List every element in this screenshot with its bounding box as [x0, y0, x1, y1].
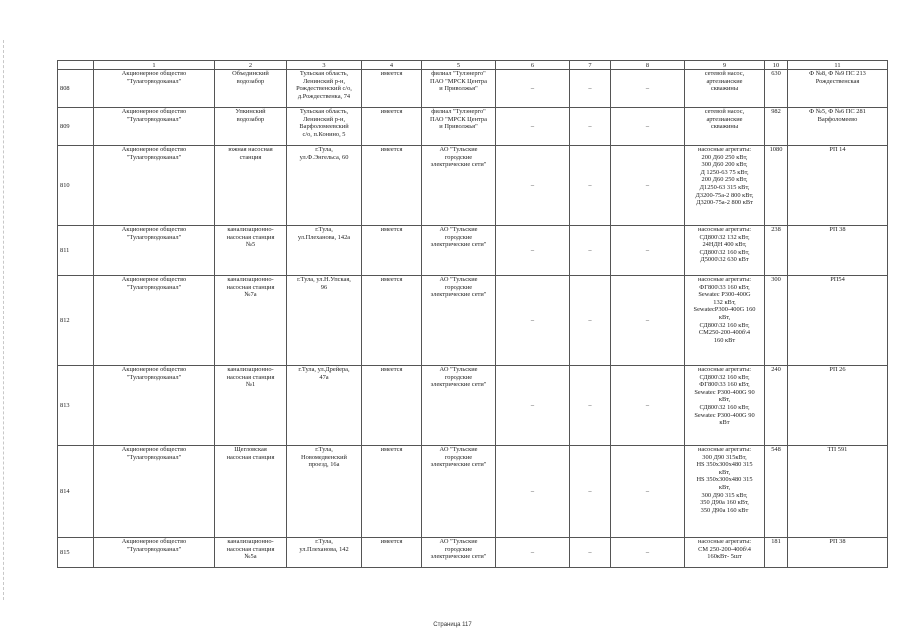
row-number-cell: 815 [58, 538, 94, 568]
substation-cell: РП 38 [788, 538, 888, 568]
column-7-cell: – [570, 70, 611, 108]
status-cell: имеется [362, 226, 422, 276]
grid-company-cell: АО "Тульские городские электрические сети" [422, 366, 496, 446]
address-cell: Тульская область, Ленинский р-н, Варфоломеевский с/о, п.Конино, 5 [287, 108, 362, 146]
power-cell: 238 [765, 226, 788, 276]
owner-cell: Акционерное общество "Тулагорводоканал" [94, 366, 215, 446]
power-cell: 548 [765, 446, 788, 538]
row-number-cell: 812 [58, 276, 94, 366]
substation-cell: Ф №8, Ф №9 ПС 213 Рождественская [788, 70, 888, 108]
substation-cell: РП 38 [788, 226, 888, 276]
header-cell-1: 1 [94, 61, 215, 70]
column-7-cell: – [570, 446, 611, 538]
power-cell: 181 [765, 538, 788, 568]
page-number-footer: Страница 117 [433, 622, 472, 628]
status-cell: имеется [362, 70, 422, 108]
status-cell: имеется [362, 146, 422, 226]
header-cell-blank [58, 61, 94, 70]
table-row [58, 276, 888, 366]
column-8-cell: – [611, 276, 685, 366]
column-8-cell: – [611, 446, 685, 538]
address-cell: г.Тула, ул.Дрейера, 47а [287, 366, 362, 446]
status-cell: имеется [362, 366, 422, 446]
column-8-cell: – [611, 226, 685, 276]
grid-company-cell: АО "Тульские городские электрические сети" [422, 276, 496, 366]
substation-registry-table [57, 60, 888, 568]
header-cell-2: 2 [215, 61, 287, 70]
power-cell: 630 [765, 70, 788, 108]
status-cell: имеется [362, 446, 422, 538]
column-6-cell: – [496, 538, 570, 568]
address-cell: г.Тула, ул.Ф.Энгельса, 60 [287, 146, 362, 226]
column-7-cell: – [570, 276, 611, 366]
owner-cell: Акционерное общество "Тулагорводоканал" [94, 538, 215, 568]
substation-cell: Ф №5, Ф №6 ПС 281 Варфоломеево [788, 108, 888, 146]
owner-cell: Акционерное общество "Тулагорводоканал" [94, 446, 215, 538]
table-row [58, 70, 888, 108]
column-number-row [58, 61, 888, 70]
column-8-cell: – [611, 538, 685, 568]
status-cell: имеется [362, 108, 422, 146]
equipment-cell: насосные агрегаты: ФГ800\33 160 кВт, Sewatec P300-400G 132 кВт, SewatecP300-400G 160 кВт, СД800\32 160 кВт, СМ250-200-400б\4 160 кВт [685, 276, 765, 366]
column-6-cell: – [496, 146, 570, 226]
substation-cell: РП 26 [788, 366, 888, 446]
column-6-cell: – [496, 70, 570, 108]
substation-cell: РП 14 [788, 146, 888, 226]
table-row [58, 538, 888, 568]
address-cell: Тульская область, Ленинский р-н, Рождественский с/о, д.Рождественка, 74 [287, 70, 362, 108]
equipment-cell: насосные агрегаты: 200 Д60 250 кВт, 300 Д60 200 кВт, Д 1250-63 75 кВт, 200 Д60 250 кВт, Д1250-63 315 кВт, Д3200-75а-2 800 кВт, Д3200-75а-2 800 кВт [685, 146, 765, 226]
object-name-cell: Упкинский водозабор [215, 108, 287, 146]
power-cell: 1080 [765, 146, 788, 226]
owner-cell: Акционерное общество "Тулагорводоканал" [94, 70, 215, 108]
header-cell-11: 11 [788, 61, 888, 70]
header-cell-5: 5 [422, 61, 496, 70]
address-cell: г.Тула, ул.Плеханова, 142 [287, 538, 362, 568]
equipment-cell: сетевой насос, артезианские скважины [685, 70, 765, 108]
grid-company-cell: филиал "Тулэнерго" ПАО "МРСК Центра и Приволжья" [422, 108, 496, 146]
header-cell-3: 3 [287, 61, 362, 70]
column-8-cell: – [611, 146, 685, 226]
substation-cell: ТП 591 [788, 446, 888, 538]
header-cell-10: 10 [765, 61, 788, 70]
substation-cell: РП54 [788, 276, 888, 366]
equipment-cell: сетевой насос, артезианские скважины [685, 108, 765, 146]
owner-cell: Акционерное общество "Тулагорводоканал" [94, 108, 215, 146]
header-cell-7: 7 [570, 61, 611, 70]
header-cell-8: 8 [611, 61, 685, 70]
column-7-cell: – [570, 108, 611, 146]
object-name-cell: Объединский водозабор [215, 70, 287, 108]
column-6-cell: – [496, 276, 570, 366]
grid-company-cell: филиал "Тулэнерго" ПАО "МРСК Центра и Приволжья" [422, 70, 496, 108]
status-cell: имеется [362, 276, 422, 366]
grid-company-cell: АО "Тульские городские электрические сети" [422, 146, 496, 226]
column-8-cell: – [611, 108, 685, 146]
row-number-cell: 810 [58, 146, 94, 226]
column-7-cell: – [570, 146, 611, 226]
address-cell: г.Тула, ул.Н.Упская, 96 [287, 276, 362, 366]
binder-margin-line [3, 40, 4, 600]
equipment-cell: насосные агрегаты: 300 Д90 315кВт, HS 350х300х480 315 кВт, HS 350х300х480 315 кВт, 300 Д90 315 кВт, 350 Д90а 160 кВт, 350 Д90а 160 кВт [685, 446, 765, 538]
owner-cell: Акционерное общество "Тулагорводоканал" [94, 276, 215, 366]
address-cell: г.Тула, Новомедвенский проезд, 16а [287, 446, 362, 538]
owner-cell: Акционерное общество "Тулагорводоканал" [94, 226, 215, 276]
power-cell: 300 [765, 276, 788, 366]
object-name-cell: канализационно- насосная станция №5 [215, 226, 287, 276]
column-8-cell: – [611, 366, 685, 446]
owner-cell: Акционерное общество "Тулагорводоканал" [94, 146, 215, 226]
equipment-cell: насосные агрегаты: СД800\32 132 кВт, 24НДН 400 кВт, СД800\32 160 кВт, Д5000\32 630 кВт [685, 226, 765, 276]
row-number-cell: 814 [58, 446, 94, 538]
column-7-cell: – [570, 226, 611, 276]
grid-company-cell: АО "Тульские городские электрические сети" [422, 446, 496, 538]
column-7-cell: – [570, 538, 611, 568]
column-6-cell: – [496, 366, 570, 446]
header-cell-9: 9 [685, 61, 765, 70]
object-name-cell: южная насосная станция [215, 146, 287, 226]
column-6-cell: – [496, 108, 570, 146]
column-6-cell: – [496, 226, 570, 276]
table-row [58, 108, 888, 146]
power-cell: 240 [765, 366, 788, 446]
header-cell-4: 4 [362, 61, 422, 70]
table-row [58, 146, 888, 226]
column-6-cell: – [496, 446, 570, 538]
object-name-cell: канализационно- насосная станция №5а [215, 538, 287, 568]
grid-company-cell: АО "Тульские городские электрические сети" [422, 538, 496, 568]
column-7-cell: – [570, 366, 611, 446]
table-row [58, 366, 888, 446]
equipment-cell: насосные агрегаты: СМ 250-200-400б\4 160кВт- 5шт [685, 538, 765, 568]
row-number-cell: 808 [58, 70, 94, 108]
row-number-cell: 809 [58, 108, 94, 146]
equipment-cell: насосные агрегаты: СД800\32 160 кВт, ФГ800\33 160 кВт, Sewatec P300-400G 90 кВт, СД800\32 160 кВт, Sewatec P300-400G 90 кВт [685, 366, 765, 446]
status-cell: имеется [362, 538, 422, 568]
header-cell-6: 6 [496, 61, 570, 70]
grid-company-cell: АО "Тульские городские электрические сети" [422, 226, 496, 276]
row-number-cell: 813 [58, 366, 94, 446]
object-name-cell: канализационно- насосная станция №1 [215, 366, 287, 446]
table-row [58, 446, 888, 538]
document-sheet [57, 60, 887, 568]
power-cell: 982 [765, 108, 788, 146]
column-8-cell: – [611, 70, 685, 108]
row-number-cell: 811 [58, 226, 94, 276]
object-name-cell: Щегловская насосная станция [215, 446, 287, 538]
table-row [58, 226, 888, 276]
address-cell: г.Тула, ул.Плеханова, 142а [287, 226, 362, 276]
object-name-cell: канализационно- насосная станция №7а [215, 276, 287, 366]
